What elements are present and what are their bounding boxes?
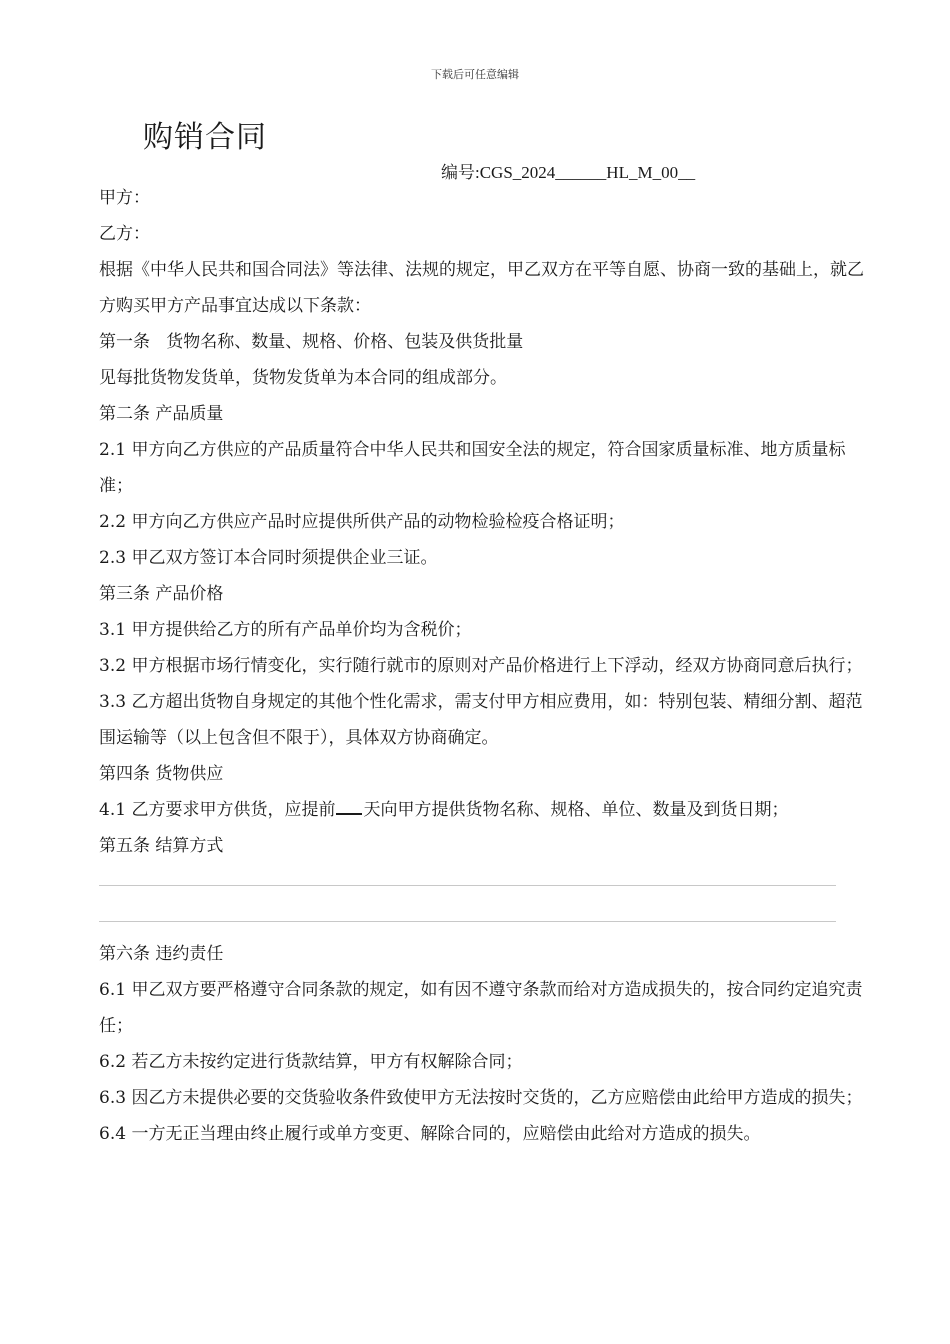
days-blank-field [336, 799, 362, 815]
article-3-item-3: 3.3 乙方超出货物自身规定的其他个性化需求，需支付甲方相应费用，如：特别包装、精细分割、超范围运输等（以上包含但不限于），具体双方协商确定。 [99, 692, 863, 748]
article-3-item-2: 3.2 甲方根据市场行情变化，实行随行就市的原则对产品价格进行上下浮动，经双方协商同意后执行； [99, 656, 863, 676]
party-a-label: 甲方： [99, 188, 150, 208]
article-3-item-1: 3.1 甲方提供给乙方的所有产品单价均为含税价； [99, 620, 472, 640]
article-2-item-2: 2.2 甲方向乙方供应产品时应提供所供产品的动物检验检疫合格证明； [99, 512, 625, 532]
article-4-item-1-suffix: 天向甲方提供货物名称、规格、单位、数量及到货日期； [363, 800, 789, 820]
article-4-heading: 第四条 货物供应 [99, 764, 224, 784]
article-5-heading: 第五条 结算方式 [99, 836, 224, 856]
settlement-blank-line-1 [99, 864, 869, 900]
article-3-heading: 第三条 产品价格 [99, 584, 224, 604]
article-4-item-1-prefix: 4.1 乙方要求甲方供货，应提前 [99, 800, 336, 820]
contract-number: 编号:CGS_2024______HL_M_00__ [441, 163, 696, 182]
article-1-heading: 第一条 货物名称、数量、规格、价格、包装及供货批量 [99, 332, 524, 352]
article-2-item-1: 2.1 甲方向乙方供应的产品质量符合中华人民共和国安全法的规定，符合国家质量标准、地方质量标准； [99, 440, 846, 496]
document-title: 购销合同 [143, 120, 267, 155]
article-2-heading: 第二条 产品质量 [99, 404, 224, 424]
article-2-item-3: 2.3 甲乙双方签订本合同时须提供企业三证。 [99, 548, 438, 568]
article-1-text: 见每批货物发货单，货物发货单为本合同的组成部分。 [99, 368, 507, 388]
header-note: 下载后可任意编辑 [431, 68, 519, 81]
article-6-item-3: 6.3 因乙方未提供必要的交货验收条件致使甲方无法按时交货的，乙方应赔偿由此给甲方造成的损失； [99, 1088, 863, 1108]
article-6-item-4: 6.4 一方无正当理由终止履行或单方变更、解除合同的，应赔偿由此给对方造成的损失。 [99, 1124, 761, 1144]
intro-paragraph: 根据《中华人民共和国合同法》等法律、法规的规定，甲乙双方在平等自愿、协商一致的基础上，就乙方购买甲方产品事宜达成以下条款： [99, 260, 864, 316]
party-b-label: 乙方： [99, 224, 150, 244]
article-4-item-1 [99, 792, 869, 828]
contract-body [99, 180, 869, 1152]
article-6-heading: 第六条 违约责任 [99, 944, 224, 964]
settlement-blank-line-2 [99, 900, 869, 936]
article-6-item-1: 6.1 甲乙双方要严格遵守合同条款的规定，如有因不遵守条款而给对方造成损失的，按合同约定追究责任； [99, 980, 863, 1036]
article-6-item-2: 6.2 若乙方未按约定进行货款结算，甲方有权解除合同； [99, 1052, 523, 1072]
